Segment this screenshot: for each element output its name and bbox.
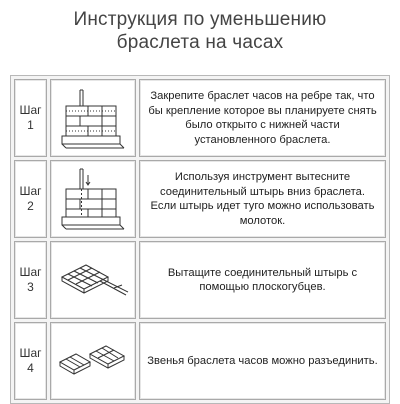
step-row-2 bbox=[14, 160, 386, 238]
step-row-4 bbox=[14, 322, 386, 400]
step-word: Шаг bbox=[19, 103, 42, 117]
step-number: 4 bbox=[27, 361, 34, 375]
steps-table bbox=[10, 75, 390, 404]
step-word: Шаг bbox=[19, 346, 42, 360]
push-pin-icon bbox=[50, 160, 136, 238]
step-label-cell bbox=[14, 160, 47, 238]
step-number: 3 bbox=[27, 280, 34, 294]
step-row-3 bbox=[14, 241, 386, 319]
step-description: Используя инструмент вытесните соединительный штырь вниз браслета. Если штырь идет туго можно использовать молоток. bbox=[139, 160, 386, 238]
step-number: 1 bbox=[27, 118, 34, 132]
step-label-cell bbox=[14, 241, 47, 319]
step-label-cell bbox=[14, 322, 47, 400]
step-word: Шаг bbox=[19, 184, 42, 198]
bracelet-on-edge-icon bbox=[50, 79, 136, 157]
step-description: Звенья браслета часов можно разъединить. bbox=[139, 322, 386, 400]
page-title bbox=[0, 8, 400, 54]
step-description: Вытащите соединительный штырь с помощью плоскогубцев. bbox=[139, 241, 386, 319]
step-description: Закрепите браслет часов на ребре так, что бы крепление которое вы планируете снять было открыто с нижней части установленного браслета. bbox=[139, 79, 386, 157]
step-number: 2 bbox=[27, 199, 34, 213]
title-line-2: браслета на часах bbox=[116, 32, 284, 53]
step-row-1 bbox=[14, 79, 386, 157]
title-line-1: Инструкция по уменьшению bbox=[73, 9, 327, 30]
step-word: Шаг bbox=[19, 265, 42, 279]
separated-links-icon bbox=[50, 322, 136, 400]
pull-pin-icon bbox=[50, 241, 136, 319]
step-label-cell bbox=[14, 79, 47, 157]
